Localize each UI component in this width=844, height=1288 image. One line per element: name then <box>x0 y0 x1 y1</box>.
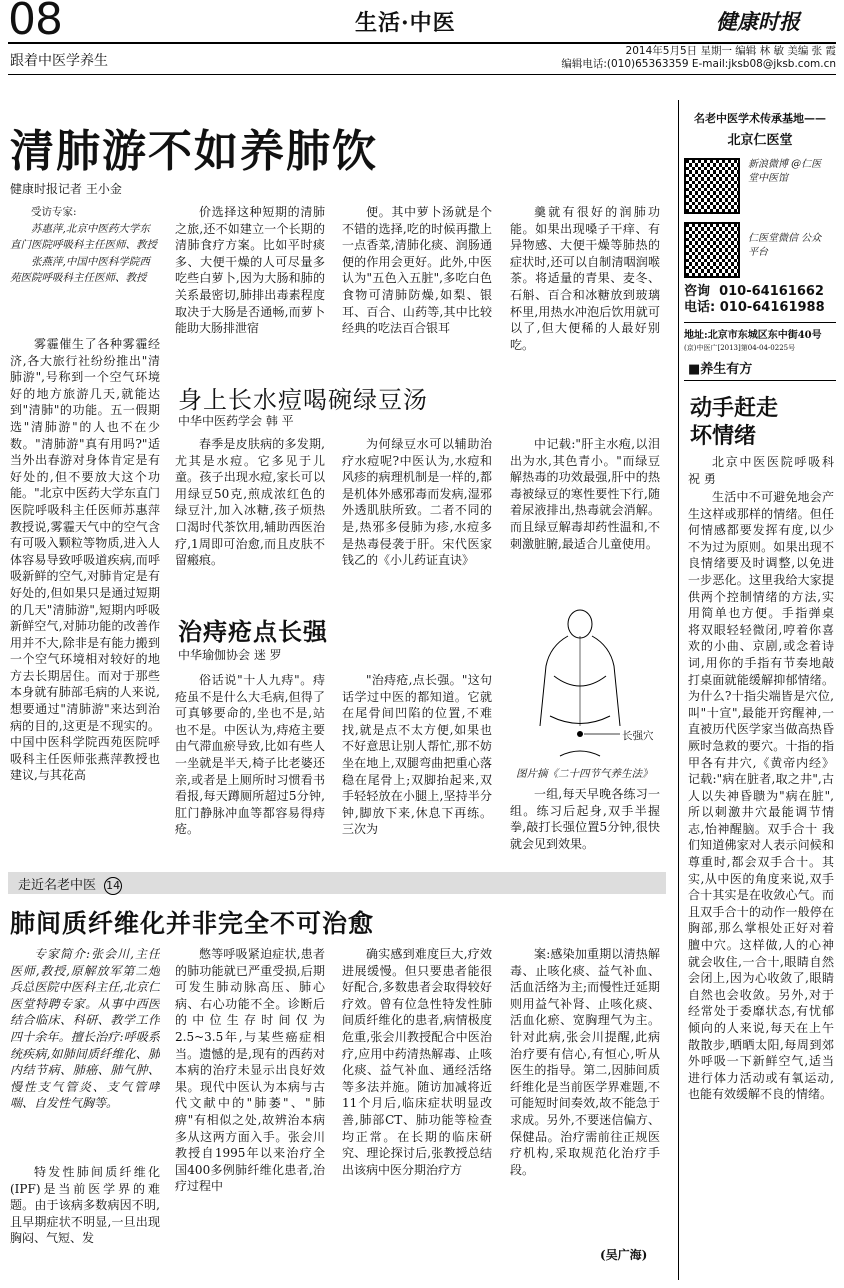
article1-col1: 雾霾催生了各种雾霾经济,各大旅行社纷纷推出"清肺游",号称到一个空气环境好的地方旅游几天,就能达到"清肺"的功能。五一假期选"清肺游"的人也不在少数。"清肺游"真有用吗?"适当外出春游对身体肯定是有好处的,但不要放大这个功能。"北京中医药大学东直门医院呼吸科主任医师苏惠萍教授说,雾霾天气中的空气含有可吸入颗粒等物质,进入人体容易导致呼吸道疾病,而呼吸新鲜的空气,对肺肯定是有好处的,但如果只是通过短期的几天"清肺游",短期内呼吸新鲜空气,对肺功能的改善作用并不大,除非是有能力搬到一个空气环境相对较好的地方去长期居住。而对于那些本身就有肺部毛病的人来说,想要通过"清肺游"来达到治病的目的,这更是不现实的。中国中医科学院西苑医院呼吸科主任医师张燕萍教授也建议,与其花高 <box>10 337 160 783</box>
column-header: ■养生有方 <box>688 362 753 377</box>
expert-2: 张燕萍,中国中医科学院西苑医院呼吸科主任医师、教授 <box>10 255 150 285</box>
column-tag: 跟着中医学养生 <box>10 53 108 69</box>
article4-col4: 案:感染加重期以清热解毒、止咳化痰、益气补血、活血活络为主;而慢性迁延期则用益气补肾、止咳化痰、活血化瘀、宽胸理气为主。针对此病,张会川提醒,此病治疗要有信心,有恒心,听从医生的指导。第二,因肺间质纤维化是当前医学界难题,不可能短时间奏效,故不能急于求成。另外,不要迷信偏方、保健品。治疗需前往正规医疗机构,采取规范化治疗手段。 <box>510 947 660 1177</box>
column-header-rule <box>684 380 836 381</box>
article1-col4: 羹就有很好的润肺功能。如果出现嗓子干痒、有异物感、大便干燥等肺热的症状时,还可以自制清咽润喉茶。将适量的青果、麦冬、石斛、百合和冰糖放到玻璃杯里,用热水冲泡后饮用就可以了,但大便稀的人最好别吃。 <box>510 205 660 352</box>
article2-title: 身上长水痘喝碗绿豆汤 <box>178 386 428 414</box>
author-signature: (吴广海) <box>600 1248 648 1262</box>
issue-info <box>500 45 836 71</box>
top-rule <box>8 42 836 44</box>
article3-col3: 一组,每天早晚各练习一组。练习后起身,双手半握拳,敲打长强位置5分钟,很快就会见到效果。 <box>510 787 660 851</box>
qr-code-wechat[interactable] <box>684 222 740 278</box>
section-title: 生活·中医 <box>355 10 456 36</box>
article1-col3: 便。其中萝卜汤就是个不错的选择,吃的时候再撒上一点香菜,清肺化痰、润肠通便的作用会更好。此外,中医认为"五色入五脏",多吃白色食物可清肺防燥,如梨、银耳、百合、山药等,其中比较经典的吃法百合银耳 <box>342 205 492 336</box>
expert-intro: 专家简介:张会川,主任医师,教授,原解放军第二炮兵总医院中医科主任,北京仁医堂特聘专家。从事中西医结合临床、科研、教学工作四十余年。擅长治疗:呼吸系统疾病,如肺间质纤维化、肺内结节病、肺癌、肺气肿、慢性支气管炎、支气管哮喘、自发性气胸等。 <box>10 947 160 1111</box>
expert-1: 苏惠萍,北京中医药大学东直门医院呼吸科主任医师、教授 <box>10 222 157 252</box>
article4-col2: 憋等呼吸紧迫症状,患者的肺功能就已严重受损,后期可发生肺动脉高压、肺心病、右心功能不全。诊断后的中位生存时间仅为2.5~3.5年,与某些癌症相当。遗憾的是,现有的西药对本病的治疗未显示出良好效果。现代中医认为本病与古代文献中的"肺萎"、"肺痹"有相似之处,故辨治本病多从这两方面入手。张会川教授自1995年以来治疗全国400多例肺纤维化患者,治疗过程中 <box>175 947 325 1194</box>
article3-byline: 中华瑜伽协会 迷 罗 <box>178 648 282 662</box>
expert-label: 受访专家: <box>31 206 77 218</box>
column-title: 动手赶走 坏情绪 <box>690 395 779 449</box>
expert-box <box>10 204 160 287</box>
headline-2: 肺间质纤维化并非完全不可治愈 <box>10 909 375 938</box>
article2-col2: 为何绿豆水可以辅助治疗水痘呢?中医认为,水痘和风疹的病理机制是一样的,都是机体外感邪毒而发病,湿邪外透肌肤所致。二者不同的是,热邪多侵肺为疹,水痘多是热毒侵袭于肝。宋代医家钱乙的《小儿药证直诀》 <box>342 437 492 568</box>
article4-col3: 确实感到难度巨大,疗效进展缓慢。但只要患者能很好配合,多数患者会取得较好疗效。曾有位急性特发性肺间质纤维化的患者,病情极度危重,张会川教授配合中医治疗,应用中药清热解毒、止咳化痰、益气补血、通经活络等多法并施。随访加减将近11个月后,临床症状明显改善,肺部CT、肺功能等检查均正常。在长期的临床研究、理论探讨后,张教授总结出该病中医分期治疗方 <box>342 947 492 1177</box>
column-bar: 走近名老中医 14 <box>8 872 666 894</box>
changqiang-point <box>577 731 583 737</box>
article3-col1: 俗话说"十人九痔"。痔疮虽不是什么大毛病,但得了可真够要命的,坐也不是,站也不是。中医认为,痔疮主要由气滞血瘀导致,比如有些人一坐就是半天,椅子比老婆还亲,或者是上厕所时习惯看书看报,每天蹲厕所超过5分钟,肛门静脉冲血等都容易得痔疮。 <box>175 673 325 837</box>
contact-line: 编辑电话:(010)65363359 E-mail:jksb08@jksb.com.cn <box>561 58 836 70</box>
phone-2: 电话: 010-64161988 <box>684 300 825 315</box>
article1-col2: 价选择这种短期的清肺之旅,还不如建立一个长期的清肺食疗方案。比如平时痰多、大便干燥的人可尽量多吃些白萝卜,因为大肠和肺的关系最密切,肺排出毒素程度取决于大肠是否通畅,而萝卜能助大肠排泄宿 <box>175 205 325 336</box>
article2-col3: 中记载:"肝主水疱,以泪出为水,其色青小。"而绿豆解热毒的功效最强,肝中的热毒被绿豆的寒性要性下行,随着尿液排出,热毒就会消解。而且绿豆解毒却药性温和,不刺激脏腑,最适合儿童使用。 <box>510 437 660 551</box>
article3-col2: "治痔疮,点长强。"这句话学过中医的都知道。它就在尾骨间凹陷的位置,不难找,就是点不太方便,如果也不好意思让别人帮忙,那不妨坐在地上,双腿弯曲把重心落稳在尾骨上;双脚抬起来,双手轻轻放在小腿上,坚持半分钟,脚放下来,休息下再练。三次为 <box>342 673 492 837</box>
sidebar-line2: 北京仁医堂 <box>727 133 793 148</box>
qr2-text: 仁医堂微信 公众平台 <box>748 233 822 258</box>
newspaper-logo: 健康时报 <box>716 9 800 34</box>
article2-col1: 春季是皮肤病的多发期,尤其是水痘。它多见于儿童。孩子出现水痘,家长可以用绿豆50克,煎成浓红色的绿豆汁,加入冰糖,孩子烦热口渴时代茶饮用,辅助西医治疗,1周即可治愈,而且皮肤不留瘢痕。 <box>175 437 325 568</box>
qr-code-weibo[interactable] <box>684 158 740 214</box>
sidebar-ad <box>684 110 836 353</box>
article3-title: 治痔疮点长强 <box>178 617 328 646</box>
license-number: (京)中医广[2013]第04-04-0225号 <box>684 344 796 352</box>
column-divider <box>678 100 679 1280</box>
qr1-text: 新浪微博 @仁医堂中医馆 <box>748 159 822 184</box>
figure-caption: 图片摘《二十四节气养生法》 <box>516 768 653 780</box>
date-line: 2014年5月5日 星期一 编辑 林 敏 美编 张 霞 <box>625 45 836 57</box>
masthead-rule <box>8 74 836 75</box>
byline: 健康时报记者 王小金 <box>10 182 122 196</box>
page-number: 08 <box>8 0 62 45</box>
article2-byline: 中华中医药学会 韩 平 <box>178 414 294 428</box>
figure-label: 长强穴 <box>622 730 654 742</box>
headline: 清肺游不如养肺饮 <box>10 126 378 177</box>
article4-col1: 特发性肺间质纤维化(IPF)是当前医学界的难题。由于该病多数病因不明,且早期症状不明显,一旦出现胸闷、气短、发 <box>10 1165 160 1246</box>
sidebar-line1: 名老中医学术传承基地—— <box>694 112 826 125</box>
address: 地址:北京市东城区东中街40号 <box>684 322 836 341</box>
column-body: 生活中不可避免地会产生这样或那样的情绪。但任何情感都要发挥有度,以少不为过为原则。如果出现不良情绪要及时调整,以免进一步恶化。这里我给大家提供两个控制情绪的方法,实用简单也方便。手指弹桌 将双眼轻轻微闭,哼着你喜欢的小曲、京剧,或念着诗词,用你的手指有节奏地敲打桌面就能缓解抑郁情绪。为什么?十指尖端皆是穴位,叫"十宣",最能开窍醒神,一直被历代医学家当做高热昏厥时急救的要穴。十指的指甲各有井穴,《黄帝内经》记载:"病在脏者,取之井",古人以失神昏聩为"病在脏",所以刺激井穴最能调节情志,怡神醒脑。双手合十 我们知道佛家对人表示问候和尊重时,都会双手合十。其实,从中医的角度来说,双手合十其实是在收敛心气。而且双手合十的动作一般停在胸部,那么掌根处正好对着膻中穴。这样做,人的心神就会收住,一合十,眼睛自然会闭上,因为心收敛了,眼睛自然也会收敛。另外,对于经常处于委靡状态,有忧郁倾向的人来说,每天在上午散散步,晒晒太阳,每周到郊外呼吸一下新鲜空气,适当进行体力活动或有氧运动,也能有效缓解不良的情绪。 <box>688 490 834 1102</box>
column-byline: 北京中医医院呼吸科 祝 勇 <box>688 455 834 486</box>
phone-1: 咨询 010-64161662 <box>684 284 824 299</box>
issue-badge: 14 <box>104 877 122 895</box>
